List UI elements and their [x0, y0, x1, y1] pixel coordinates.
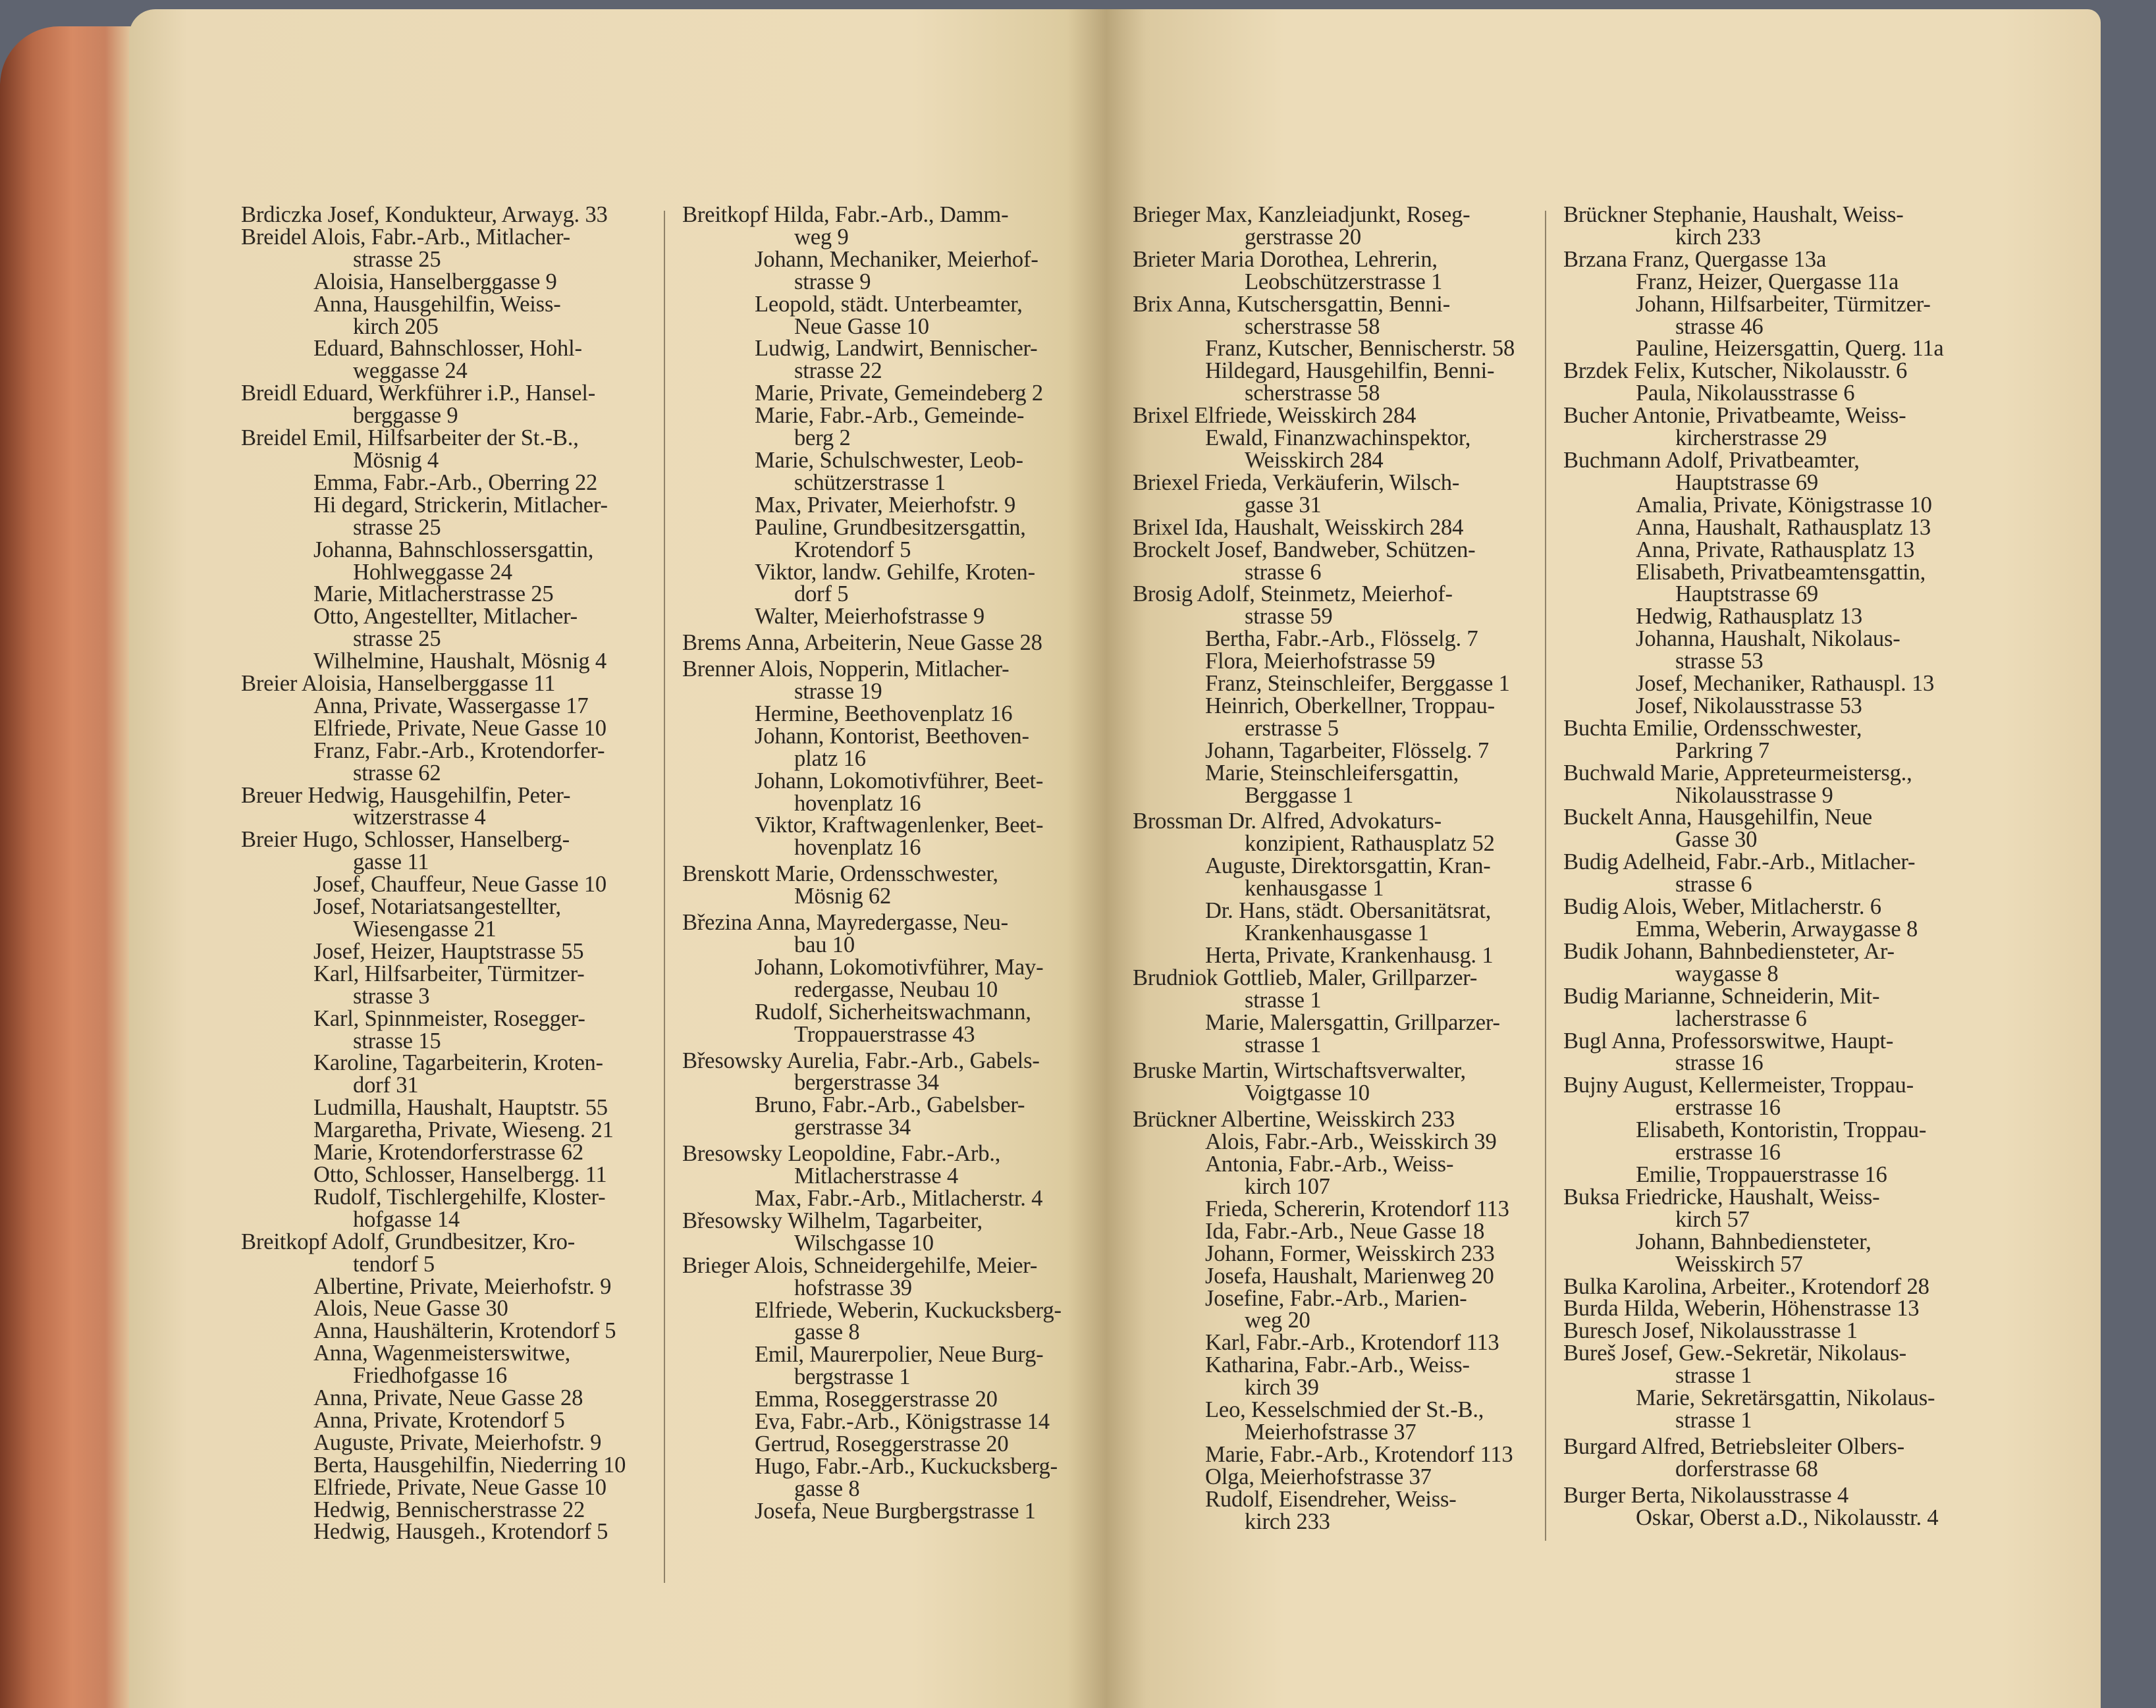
directory-entry-line: Eva, Fabr.-Arb., Königstrasse 14 [755, 1409, 1050, 1435]
directory-entry-line: Rudolf, Eisendreher, Weiss- [1205, 1486, 1457, 1512]
directory-entry-line: Ida, Fabr.-Arb., Neue Gasse 18 [1205, 1218, 1485, 1244]
directory-entry-line: Buckelt Anna, Hausgehilfin, Neue [1563, 805, 1872, 830]
directory-entry-line: Auguste, Direktorsgattin, Kran- [1205, 853, 1491, 879]
directory-entry-line: Hugo, Fabr.-Arb., Kuckucksberg- [755, 1453, 1058, 1479]
directory-entry-line: Buresch Josef, Nikolausstrasse 1 [1563, 1318, 1858, 1344]
directory-entry-line: Brieger Alois, Schneidergehilfe, Meier- [682, 1252, 1038, 1278]
directory-entry-line: Emma, Weberin, Arwaygasse 8 [1636, 917, 1918, 942]
directory-entry-line: Alois, Neue Gasse 30 [313, 1296, 508, 1321]
directory-entry-line: Hildegard, Hausgehilfin, Benni- [1205, 358, 1495, 384]
directory-entry-line: Johann, Lokomotivführer, Beet- [755, 768, 1044, 793]
directory-entry-line: lacherstrasse 6 [1675, 1005, 1807, 1031]
directory-entry-line: Josefa, Neue Burgbergstrasse 1 [755, 1498, 1036, 1524]
directory-entry-line: Buchmann Adolf, Privatbeamter, [1563, 447, 1860, 473]
directory-entry-line: Margaretha, Private, Wieseng. 21 [313, 1117, 614, 1143]
directory-entry-line: Albertine, Private, Meierhofstr. 9 [313, 1273, 612, 1299]
directory-entry-line: Brockelt Josef, Bandweber, Schützen- [1133, 537, 1476, 562]
directory-entry-line: Emma, Roseggerstrasse 20 [755, 1387, 998, 1412]
directory-entry-line: Budig Alois, Weber, Mitlacherstr. 6 [1563, 894, 1881, 920]
directory-entry-line: Brenskott Marie, Ordensschwester, [682, 861, 998, 887]
directory-entry-line: Johann, Tagarbeiter, Flösselg. 7 [1205, 737, 1489, 763]
directory-entry-line: Brieger Max, Kanzleiadjunkt, Roseg- [1133, 202, 1470, 227]
directory-entry-line: Krotendorf 5 [794, 537, 911, 562]
directory-entry-line: Josef, Mechaniker, Rathauspl. 13 [1636, 671, 1935, 697]
directory-entry-line: erstrasse 5 [1245, 715, 1339, 741]
directory-entry-line: Johann, Bahnbediensteter, [1636, 1229, 1872, 1254]
directory-entry-line: Bucher Antonie, Privatbeamte, Weiss- [1563, 403, 1906, 429]
directory-entry-line: Josef, Nikolausstrasse 53 [1636, 693, 1862, 718]
directory-entry-line: Breitkopf Adolf, Grundbesitzer, Kro- [241, 1229, 576, 1254]
directory-entry-line: Hermine, Beethovenplatz 16 [755, 701, 1013, 726]
directory-entry-line: strasse 16 [1675, 1050, 1764, 1076]
directory-entry-line: Johann, Kontorist, Beethoven- [755, 723, 1029, 749]
directory-entry-line: Hi degard, Strickerin, Mitlacher- [313, 492, 608, 518]
directory-entry-line: strasse 1 [1245, 1032, 1322, 1057]
directory-entry-line: Karl, Hilfsarbeiter, Türmitzer- [313, 961, 585, 986]
directory-entry-line: weg 9 [794, 224, 849, 250]
directory-entry-line: Gertrud, Roseggerstrasse 20 [755, 1431, 1009, 1456]
directory-entry-line: Burger Berta, Nikolausstrasse 4 [1563, 1482, 1848, 1508]
directory-entry-line: kircherstrasse 29 [1675, 425, 1827, 451]
directory-entry-line: Pauline, Heizersgattin, Querg. 11a [1636, 336, 1944, 361]
directory-entry-line: Karoline, Tagarbeiterin, Kroten- [313, 1050, 603, 1076]
directory-entry-line: Meierhofstrasse 37 [1245, 1419, 1416, 1445]
directory-entry-line: Brossman Dr. Alfred, Advokaturs- [1133, 809, 1442, 834]
directory-entry-line: strasse 15 [353, 1028, 441, 1054]
directory-entry-line: Břesowsky Aurelia, Fabr.-Arb., Gabels- [682, 1048, 1040, 1073]
directory-entry-line: strasse 22 [794, 358, 882, 384]
directory-entry-line: strasse 1 [1675, 1407, 1752, 1433]
left-page-column-1 [241, 204, 662, 1543]
directory-entry-line: Oskar, Oberst a.D., Nikolausstr. 4 [1636, 1505, 1939, 1530]
directory-entry-line: strasse 25 [353, 246, 441, 272]
directory-entry-line: Johann, Former, Weisskirch 233 [1205, 1241, 1495, 1266]
directory-entry-line: Břesowsky Wilhelm, Tagarbeiter, [682, 1208, 983, 1233]
directory-entry-line: Brixel Ida, Haushalt, Weisskirch 284 [1133, 514, 1464, 540]
directory-entry-line: Anna, Haushälterin, Krotendorf 5 [313, 1318, 616, 1344]
directory-entry-line: Bulka Karolina, Arbeiter., Krotendorf 28 [1563, 1273, 1929, 1299]
directory-entry-line: Anna, Haushalt, Rathausplatz 13 [1636, 514, 1931, 540]
directory-entry-line: Hauptstrasse 69 [1675, 469, 1818, 495]
directory-entry-line: Heinrich, Oberkellner, Troppau- [1205, 693, 1495, 718]
directory-entry-line: Mösnig 62 [794, 884, 892, 909]
directory-entry-line: Voigtgasse 10 [1245, 1081, 1370, 1106]
directory-entry-line: Emma, Fabr.-Arb., Oberring 22 [313, 469, 598, 495]
directory-entry-line: Budik Johann, Bahnbediensteter, Ar- [1563, 938, 1895, 964]
directory-entry-line: Marie, Fabr.-Arb., Gemeinde- [755, 403, 1025, 429]
directory-entry-line: Johann, Hilfsarbeiter, Türmitzer- [1636, 291, 1931, 317]
left-page [129, 9, 1106, 1708]
directory-entry-line: Johanna, Haushalt, Nikolaus- [1636, 626, 1900, 652]
directory-entry-line: Paula, Nikolausstrasse 6 [1636, 381, 1855, 406]
directory-entry-line: Aloisia, Hanselberggasse 9 [313, 269, 557, 294]
directory-entry-line: Franz, Heizer, Quergasse 11a [1636, 269, 1899, 294]
directory-entry-line: hovenplatz 16 [794, 835, 921, 861]
directory-entry-line: Burda Hilda, Weberin, Höhenstrasse 13 [1563, 1296, 1920, 1321]
directory-entry-line: weg 20 [1245, 1308, 1310, 1333]
directory-entry-line: Breitkopf Hilda, Fabr.-Arb., Damm- [682, 202, 1009, 227]
directory-entry-line: strasse 1 [1245, 987, 1322, 1013]
directory-entry-line: Leopold, städt. Unterbeamter, [755, 291, 1023, 317]
directory-entry-line: Max, Privater, Meierhofstr. 9 [755, 492, 1016, 518]
directory-entry-line: Katharina, Fabr.-Arb., Weiss- [1205, 1352, 1470, 1378]
directory-entry-line: schützerstrasse 1 [794, 469, 946, 495]
directory-entry-line: weggasse 24 [353, 358, 468, 384]
directory-entry-line: Berggasse 1 [1245, 782, 1354, 808]
directory-entry-line: Anna, Private, Neue Gasse 28 [313, 1385, 583, 1411]
directory-entry-line: Otto, Schlosser, Hanselbergg. 11 [313, 1161, 607, 1187]
directory-entry-line: Elisabeth, Privatbeamtensgattin, [1636, 559, 1926, 585]
directory-entry-line: Max, Fabr.-Arb., Mitlacherstr. 4 [755, 1185, 1043, 1211]
directory-entry-line: dorf 31 [353, 1073, 419, 1098]
directory-entry-line: strasse 3 [353, 983, 430, 1009]
directory-entry-line: Brixel Elfriede, Weisskirch 284 [1133, 403, 1416, 429]
directory-entry-line: berg 2 [794, 425, 851, 451]
directory-entry-line: Wilschgasse 10 [794, 1230, 934, 1256]
directory-entry-line: Olga, Meierhofstrasse 37 [1205, 1464, 1432, 1489]
directory-entry-line: Josef, Chauffeur, Neue Gasse 10 [313, 872, 607, 897]
directory-entry-line: Josef, Notariatsangestellter, [313, 894, 561, 920]
directory-entry-line: Emilie, Troppauerstrasse 16 [1636, 1161, 1887, 1187]
directory-entry-line: Herta, Private, Krankenhausg. 1 [1205, 942, 1494, 968]
directory-entry-line: Marie, Steinschleifersgattin, [1205, 760, 1459, 786]
column-divider [664, 211, 665, 1583]
directory-entry-line: strasse 19 [794, 679, 882, 705]
directory-entry-line: kirch 107 [1245, 1173, 1330, 1199]
directory-entry-line: Alois, Fabr.-Arb., Weisskirch 39 [1205, 1129, 1497, 1155]
directory-entry-line: Friedhofgasse 16 [353, 1363, 508, 1389]
directory-entry-line: Nikolausstrasse 9 [1675, 782, 1833, 808]
directory-entry-line: gasse 8 [794, 1320, 860, 1345]
directory-entry-line: Anna, Hausgehilfin, Weiss- [313, 291, 561, 317]
directory-entry-line: Brzdek Felix, Kutscher, Nikolausstr. 6 [1563, 358, 1908, 384]
directory-entry-line: Buksa Friedricke, Haushalt, Weiss- [1563, 1184, 1880, 1210]
directory-entry-line: Elfriede, Private, Neue Gasse 10 [313, 715, 606, 741]
directory-entry-line: Budig Marianne, Schneiderin, Mit- [1563, 983, 1880, 1009]
directory-entry-line: Brems Anna, Arbeiterin, Neue Gasse 28 [682, 630, 1042, 656]
directory-entry-line: Amalia, Private, Königstrasse 10 [1636, 492, 1932, 518]
directory-entry-line: Parkring 7 [1675, 737, 1770, 763]
directory-entry-line: Brieter Maria Dorothea, Lehrerin, [1133, 246, 1438, 272]
directory-entry-line: Brzana Franz, Quergasse 13a [1563, 246, 1827, 272]
directory-entry-line: strasse 62 [353, 760, 441, 786]
directory-entry-line: Brudniok Gottlieb, Maler, Grillparzer- [1133, 965, 1478, 990]
directory-entry-line: strasse 6 [1675, 872, 1752, 897]
directory-entry-line: kirch 233 [1675, 224, 1761, 250]
directory-entry-line: bergerstrasse 34 [794, 1070, 939, 1096]
directory-entry-line: scherstrasse 58 [1245, 313, 1380, 339]
directory-entry-line: tendorf 5 [353, 1251, 435, 1277]
directory-entry-line: Antonia, Fabr.-Arb., Weiss- [1205, 1152, 1454, 1177]
right-page-column-2 [1563, 204, 1985, 1529]
directory-entry-line: Buchwald Marie, Appreteurmeistersg., [1563, 760, 1912, 786]
directory-entry-line: Elfriede, Private, Neue Gasse 10 [313, 1474, 606, 1500]
directory-entry-line: Josef, Heizer, Hauptstrasse 55 [313, 938, 584, 964]
directory-entry-line: Neue Gasse 10 [794, 313, 929, 339]
directory-entry-line: Karl, Fabr.-Arb., Krotendorf 113 [1205, 1330, 1499, 1356]
directory-entry-line: gerstrasse 34 [794, 1115, 911, 1140]
directory-entry-line: Mitlacherstrasse 4 [794, 1163, 958, 1189]
directory-entry-line: Bertha, Fabr.-Arb., Flösselg. 7 [1205, 626, 1478, 652]
directory-entry-line: Marie, Fabr.-Arb., Krotendorf 113 [1205, 1441, 1513, 1467]
directory-entry-line: konzipient, Rathausplatz 52 [1245, 831, 1495, 857]
directory-entry-line: Brenner Alois, Nopperin, Mitlacher- [682, 656, 1010, 682]
directory-entry-line: Johann, Mechaniker, Meierhof- [755, 246, 1038, 272]
directory-entry-line: kirch 39 [1245, 1375, 1319, 1401]
directory-entry-line: Brdiczka Josef, Kondukteur, Arwayg. 33 [241, 202, 608, 227]
directory-entry-line: kirch 205 [353, 313, 439, 339]
directory-entry-line: Breuer Hedwig, Hausgehilfin, Peter- [241, 782, 571, 808]
directory-entry-line: Troppauerstrasse 43 [794, 1021, 975, 1047]
directory-entry-line: Anna, Wagenmeisterswitwe, [313, 1341, 571, 1366]
directory-entry-line: Hauptstrasse 69 [1675, 581, 1818, 607]
directory-entry-line: Leobschützerstrasse 1 [1245, 269, 1443, 294]
directory-entry-line: kirch 233 [1245, 1508, 1330, 1534]
directory-entry-line: Bresowsky Leopoldine, Fabr.-Arb., [682, 1141, 1001, 1167]
directory-entry-line: strasse 25 [353, 626, 441, 652]
directory-entry-line: bau 10 [794, 932, 855, 957]
directory-entry-line: Hedwig, Bennischerstrasse 22 [313, 1497, 585, 1522]
directory-entry-line: strasse 53 [1675, 649, 1764, 674]
directory-entry-line: Burgard Alfred, Betriebsleiter Olbers- [1563, 1433, 1904, 1459]
directory-entry-line: Eduard, Bahnschlosser, Hohl- [313, 336, 582, 361]
directory-entry-line: Hedwig, Rathausplatz 13 [1636, 604, 1862, 629]
directory-entry-line: Dr. Hans, städt. Obersanitätsrat, [1205, 898, 1492, 924]
directory-entry-line: witzerstrasse 4 [353, 805, 486, 830]
directory-entry-line: Marie, Sekretärsgattin, Nikolaus- [1636, 1385, 1935, 1411]
directory-entry-line: Elfriede, Weberin, Kuckucksberg- [755, 1297, 1062, 1323]
directory-entry-line: Brix Anna, Kutschersgattin, Benni- [1133, 291, 1451, 317]
directory-entry-line: Frieda, Schererin, Krotendorf 113 [1205, 1196, 1509, 1221]
directory-entry-line: strasse 1 [1675, 1363, 1752, 1389]
directory-entry-line: Rudolf, Tischlergehilfe, Kloster- [313, 1184, 606, 1210]
left-page-column-2 [682, 204, 1091, 1523]
directory-entry-line: Leo, Kesselschmied der St.-B., [1205, 1397, 1484, 1423]
directory-entry-line: erstrasse 16 [1675, 1095, 1781, 1121]
directory-entry-line: Marie, Krotendorferstrasse 62 [313, 1140, 583, 1165]
directory-entry-line: Bruske Martin, Wirtschaftsverwalter, [1133, 1058, 1466, 1084]
directory-entry-line: Březina Anna, Mayredergasse, Neu- [682, 910, 1008, 936]
directory-entry-line: strasse 59 [1245, 604, 1333, 629]
directory-entry-line: Flora, Meierhofstrasse 59 [1205, 649, 1436, 674]
directory-entry-line: Anna, Private, Wassergasse 17 [313, 693, 589, 718]
directory-entry-line: Wiesengasse 21 [353, 917, 497, 942]
directory-entry-line: Breier Hugo, Schlosser, Hanselberg- [241, 827, 570, 853]
directory-entry-line: Auguste, Private, Meierhofstr. 9 [313, 1429, 602, 1455]
directory-entry-line: Ludwig, Landwirt, Bennischer- [755, 336, 1038, 361]
directory-entry-line: Hohlweggasse 24 [353, 559, 512, 585]
directory-entry-line: Breier Aloisia, Hanselberggasse 11 [241, 671, 556, 697]
directory-entry-line: Mösnig 4 [353, 447, 439, 473]
directory-entry-line: Ewald, Finanzwachinspektor, [1205, 425, 1471, 451]
directory-entry-line: Weisskirch 57 [1675, 1251, 1803, 1277]
directory-entry-line: kirch 57 [1675, 1206, 1750, 1232]
directory-entry-line: Josefine, Fabr.-Arb., Marien- [1205, 1285, 1467, 1311]
directory-entry-line: strasse 6 [1245, 559, 1322, 585]
directory-entry-line: Breidel Emil, Hilfsarbeiter der St.-B., [241, 425, 579, 451]
directory-entry-line: Brückner Albertine, Weisskirch 233 [1133, 1107, 1455, 1133]
right-page [1106, 9, 2101, 1708]
directory-entry-line: Otto, Angestellter, Mitlacher- [313, 604, 578, 629]
directory-entry-line: Bureš Josef, Gew.-Sekretär, Nikolaus- [1563, 1341, 1906, 1366]
directory-entry-line: Weisskirch 284 [1245, 447, 1384, 473]
directory-entry-line: Breidel Alois, Fabr.-Arb., Mitlacher- [241, 224, 570, 250]
directory-entry-line: Emil, Maurerpolier, Neue Burg- [755, 1342, 1044, 1368]
directory-entry-line: Ludmilla, Haushalt, Hauptstr. 55 [313, 1095, 608, 1121]
directory-entry-line: Wilhelmine, Haushalt, Mösnig 4 [313, 649, 606, 674]
directory-entry-line: Hedwig, Hausgeh., Krotendorf 5 [313, 1519, 608, 1545]
column-divider [1545, 211, 1546, 1541]
directory-entry-line: Marie, Malersgattin, Grillparzer- [1205, 1009, 1500, 1035]
directory-entry-line: dorf 5 [794, 581, 849, 607]
directory-entry-line: Marie, Schulschwester, Leob- [755, 447, 1023, 473]
directory-entry-line: gasse 8 [794, 1476, 860, 1501]
directory-entry-line: kenhausgasse 1 [1245, 876, 1384, 901]
directory-entry-line: Viktor, Kraftwagenlenker, Beet- [755, 813, 1044, 838]
directory-entry-line: bergstrasse 1 [794, 1364, 911, 1390]
directory-entry-line: gasse 11 [353, 849, 429, 875]
directory-entry-line: dorferstrasse 68 [1675, 1456, 1818, 1481]
directory-entry-line: Bugl Anna, Professorswitwe, Haupt- [1563, 1028, 1894, 1054]
directory-entry-line: Elisabeth, Kontoristin, Troppau- [1636, 1117, 1927, 1143]
directory-entry-line: Viktor, landw. Gehilfe, Kroten- [755, 559, 1035, 585]
book-page-edges [0, 26, 132, 1708]
directory-entry-line: waygasse 8 [1675, 961, 1779, 986]
directory-entry-line: gasse 31 [1245, 492, 1322, 518]
directory-entry-line: Brosig Adolf, Steinmetz, Meierhof- [1133, 581, 1453, 607]
directory-entry-line: platz 16 [794, 745, 866, 771]
directory-entry-line: Breidl Eduard, Werkführer i.P., Hansel- [241, 381, 596, 406]
directory-entry-line: Marie, Mitlacherstrasse 25 [313, 581, 554, 607]
directory-entry-line: hovenplatz 16 [794, 790, 921, 816]
directory-entry-line: Johann, Lokomotivführer, May- [755, 954, 1044, 980]
directory-entry-line: Johanna, Bahnschlossersgattin, [313, 537, 594, 562]
directory-entry-line: Franz, Kutscher, Bennischerstr. 58 [1205, 336, 1515, 361]
directory-entry-line: Rudolf, Sicherheitswachmann, [755, 999, 1031, 1025]
directory-entry-line: berggasse 9 [353, 403, 458, 429]
directory-entry-line: hofstrasse 39 [794, 1275, 912, 1300]
directory-entry-line: erstrasse 16 [1675, 1140, 1781, 1165]
directory-entry-line: Krankenhausgasse 1 [1245, 921, 1429, 946]
directory-entry-line: Walter, Meierhofstrasse 9 [755, 604, 984, 629]
directory-entry-line: Bujny August, Kellermeister, Troppau- [1563, 1073, 1914, 1098]
directory-entry-line: Karl, Spinnmeister, Rosegger- [313, 1005, 585, 1031]
directory-entry-line: redergasse, Neubau 10 [794, 976, 998, 1002]
directory-entry-line: scherstrasse 58 [1245, 381, 1380, 406]
directory-entry-line: Franz, Steinschleifer, Berggasse 1 [1205, 671, 1510, 697]
directory-entry-line: Josefa, Haushalt, Marienweg 20 [1205, 1263, 1494, 1289]
directory-entry-line: strasse 46 [1675, 313, 1764, 339]
directory-entry-line: strasse 9 [794, 269, 871, 294]
directory-entry-line: Bruno, Fabr.-Arb., Gabelsber- [755, 1092, 1025, 1118]
directory-entry-line: Budig Adelheid, Fabr.-Arb., Mitlacher- [1563, 849, 1916, 875]
directory-entry-line: hofgasse 14 [353, 1206, 460, 1232]
directory-entry-line: Briexel Frieda, Verkäuferin, Wilsch- [1133, 469, 1460, 495]
directory-entry-line: Anna, Private, Rathausplatz 13 [1636, 537, 1915, 562]
directory-entry-line: Buchta Emilie, Ordensschwester, [1563, 715, 1862, 741]
directory-entry-line: Pauline, Grundbesitzersgattin, [755, 514, 1026, 540]
directory-entry-line: Marie, Private, Gemeindeberg 2 [755, 381, 1043, 406]
directory-entry-line: Brückner Stephanie, Haushalt, Weiss- [1563, 202, 1904, 227]
directory-entry-line: Franz, Fabr.-Arb., Krotendorfer- [313, 737, 605, 763]
right-page-column-1 [1133, 204, 1541, 1533]
directory-entry-line: Berta, Hausgehilfin, Niederring 10 [313, 1452, 626, 1478]
directory-entry-line: gerstrasse 20 [1245, 224, 1361, 250]
directory-entry-line: Anna, Private, Krotendorf 5 [313, 1407, 565, 1433]
directory-entry-line: Gasse 30 [1675, 827, 1758, 853]
directory-entry-line: strasse 25 [353, 514, 441, 540]
